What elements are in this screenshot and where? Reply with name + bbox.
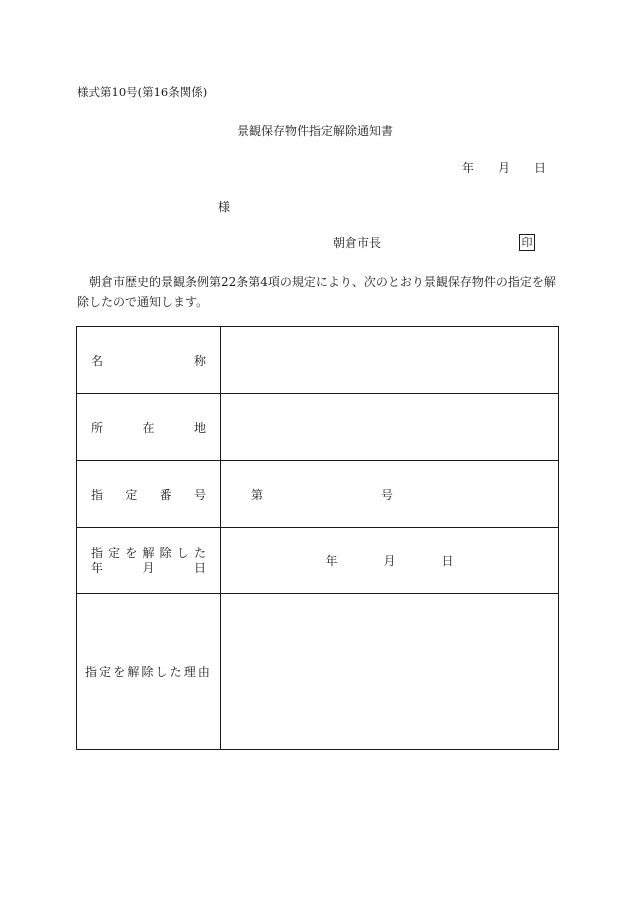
location-value-cell[interactable] xyxy=(221,394,559,461)
designation-label xyxy=(77,486,220,503)
release-month-label: 月 xyxy=(383,554,396,568)
label-char: 指 xyxy=(91,545,104,560)
table-row-release-date xyxy=(77,528,559,594)
label-char: し xyxy=(176,545,189,560)
release-date-label-line2 xyxy=(91,561,206,576)
label-char: 番 xyxy=(159,487,172,502)
notice-table xyxy=(76,326,559,750)
issuer-name: 朝倉市長 xyxy=(333,236,382,250)
label-char: を xyxy=(113,665,126,679)
label-char: 所 xyxy=(91,420,104,435)
issue-date-line xyxy=(462,161,546,175)
location-label-cell xyxy=(77,394,221,461)
label-char: 月 xyxy=(142,560,155,575)
label-char: 指 xyxy=(91,487,104,502)
release-day-label: 日 xyxy=(441,554,454,568)
seal-mark: 印 xyxy=(519,234,535,251)
label-char: し xyxy=(155,665,168,679)
label-char: 定 xyxy=(125,487,138,502)
location-label xyxy=(77,419,220,436)
table-row-location xyxy=(77,394,559,461)
table-row-name xyxy=(77,327,559,394)
reason-value-cell[interactable] xyxy=(221,594,559,750)
reason-label-cell xyxy=(77,594,221,750)
notice-body-text: 朝倉市歴史的景観条例第22条第4項の規定により、次のとおり景観保存物件の指定を解除したので通知します。 xyxy=(77,275,556,309)
label-char: 号 xyxy=(193,487,206,502)
label-char: 除 xyxy=(159,545,172,560)
label-char: 解 xyxy=(142,545,155,560)
date-month-label: 月 xyxy=(498,161,511,175)
name-value-cell[interactable] xyxy=(221,327,559,394)
release-date-label-line1 xyxy=(91,546,206,561)
label-char: 解 xyxy=(127,665,140,679)
name-label-cell xyxy=(77,327,221,394)
label-char: た xyxy=(169,665,182,679)
table-row-reason xyxy=(77,594,559,750)
label-char: 定 xyxy=(99,665,112,679)
designation-prefix: 第 xyxy=(251,487,264,502)
release-date-value-cell[interactable] xyxy=(221,528,559,594)
label-char: 由 xyxy=(197,665,210,679)
form-number: 様式第10号(第16条関係) xyxy=(77,85,208,99)
label-char: を xyxy=(125,545,138,560)
table-row-designation xyxy=(77,461,559,528)
release-date-value xyxy=(221,552,558,569)
label-char: た xyxy=(193,545,206,560)
name-label xyxy=(77,352,220,369)
date-day-label: 日 xyxy=(534,161,547,175)
release-date-label xyxy=(77,546,220,576)
label-char: 称 xyxy=(193,353,206,368)
release-year-label: 年 xyxy=(325,554,338,568)
label-char: 理 xyxy=(183,665,196,679)
label-char: 年 xyxy=(91,560,104,575)
label-char: 除 xyxy=(141,665,154,679)
document-title: 景観保存物件指定解除通知書 xyxy=(236,124,393,138)
label-char: 指 xyxy=(85,665,98,679)
label-char: 名 xyxy=(91,353,104,368)
recipient-suffix: 様 xyxy=(218,200,231,214)
reason-label xyxy=(77,663,220,680)
release-date-label-cell xyxy=(77,528,221,594)
designation-suffix: 号 xyxy=(381,487,394,502)
label-char: 在 xyxy=(142,420,155,435)
designation-value-cell[interactable] xyxy=(221,461,559,528)
label-char: 日 xyxy=(193,560,206,575)
date-year-label: 年 xyxy=(462,161,475,175)
label-char: 定 xyxy=(108,545,121,560)
designation-label-cell xyxy=(77,461,221,528)
designation-number xyxy=(221,486,558,503)
label-char: 地 xyxy=(193,420,206,435)
